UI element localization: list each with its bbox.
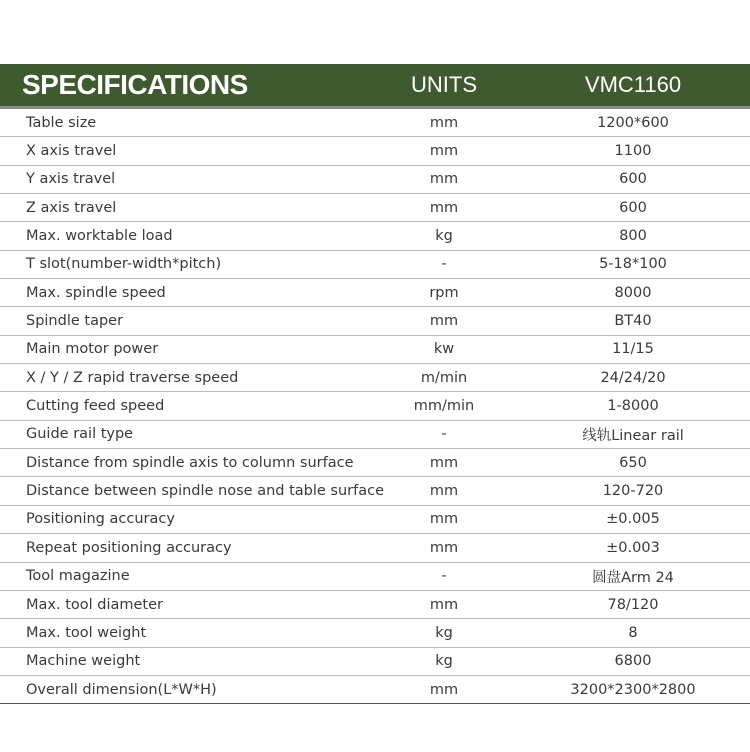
spec-value: 5-18*100 — [599, 256, 667, 273]
spec-name: Overall dimension(L*W*H) — [26, 681, 217, 698]
spec-value: 1100 — [614, 143, 652, 160]
table-row — [0, 109, 750, 137]
table-row — [0, 307, 750, 335]
spec-unit: mm — [429, 681, 459, 698]
header-model: VMC1160 — [584, 72, 682, 97]
table-header — [0, 64, 750, 106]
table-row — [0, 137, 750, 165]
spec-table — [0, 64, 750, 704]
spec-name: Cutting feed speed — [26, 398, 165, 415]
spec-value: 24/24/20 — [600, 369, 666, 386]
spec-name: Distance between spindle nose and table surface — [26, 483, 385, 500]
spec-unit: - — [441, 426, 447, 443]
spec-unit: mm — [429, 539, 459, 556]
spec-name: Z axis travel — [26, 199, 117, 216]
spec-unit: mm — [429, 596, 459, 613]
spec-name: Main motor power — [26, 341, 159, 358]
spec-unit: kg — [435, 624, 453, 641]
spec-name: Table size — [26, 114, 97, 131]
table-row — [0, 251, 750, 279]
spec-name: Distance from spindle axis to column surface — [26, 454, 354, 471]
spec-unit: mm — [429, 454, 459, 471]
spec-value: 120-720 — [602, 483, 664, 500]
spec-unit: kg — [435, 228, 453, 245]
table-row — [0, 364, 750, 392]
spec-value: ±0.003 — [606, 539, 660, 556]
table-row — [0, 392, 750, 420]
header-specifications: SPECIFICATIONS — [22, 69, 248, 100]
spec-value: 1-8000 — [607, 398, 659, 415]
spec-value: ±0.005 — [606, 511, 660, 528]
spec-name: Positioning accuracy — [26, 511, 175, 528]
spec-unit: mm — [429, 313, 459, 330]
table-row — [0, 279, 750, 307]
table-row — [0, 676, 750, 704]
table-row — [0, 336, 750, 364]
spec-unit: mm — [429, 171, 459, 188]
spec-value: 8000 — [614, 284, 652, 301]
spec-unit: kg — [435, 653, 453, 670]
spec-value: 650 — [619, 454, 647, 471]
spec-name: X / Y / Z rapid traverse speed — [26, 369, 239, 386]
spec-name: Max. spindle speed — [26, 284, 166, 301]
table-row — [0, 591, 750, 619]
spec-value: BT40 — [614, 313, 652, 330]
spec-value: 线轨Linear rail — [582, 427, 684, 444]
table-row — [0, 166, 750, 194]
table-row — [0, 477, 750, 505]
spec-name: Y axis travel — [26, 171, 116, 188]
spec-name: Max. tool weight — [26, 624, 147, 641]
spec-value: 圆盘Arm 24 — [592, 569, 674, 586]
table-row — [0, 619, 750, 647]
table-row — [0, 449, 750, 477]
spec-value: 3200*2300*2800 — [570, 681, 696, 698]
spec-name: Max. worktable load — [26, 228, 173, 245]
spec-name: Max. tool diameter — [26, 596, 163, 613]
table-row — [0, 506, 750, 534]
spec-unit: mm — [429, 199, 459, 216]
spec-unit: mm/min — [413, 398, 475, 415]
spec-value: 600 — [619, 199, 647, 216]
spec-value: 6800 — [614, 653, 652, 670]
spec-name: Spindle taper — [26, 313, 124, 330]
spec-name: X axis travel — [26, 143, 117, 160]
spec-name: Guide rail type — [26, 426, 134, 443]
header-units: UNITS — [411, 72, 477, 97]
spec-value: 78/120 — [607, 596, 659, 613]
spec-unit: kw — [433, 341, 455, 358]
spec-name: T slot(number-width*pitch) — [26, 256, 222, 273]
spec-unit: rpm — [429, 284, 459, 301]
spec-unit: m/min — [420, 369, 468, 386]
table-row — [0, 648, 750, 676]
spec-value: 1200*600 — [597, 114, 669, 131]
spec-value: 600 — [619, 171, 647, 188]
spec-name: Repeat positioning accuracy — [26, 539, 232, 556]
spec-unit: mm — [429, 511, 459, 528]
table-row — [0, 222, 750, 250]
table-body — [0, 106, 750, 704]
spec-name: Tool magazine — [26, 568, 130, 585]
spec-unit: mm — [429, 143, 459, 160]
spec-unit: mm — [429, 114, 459, 131]
table-row — [0, 194, 750, 222]
spec-unit: mm — [429, 483, 459, 500]
spec-value: 8 — [628, 624, 638, 641]
table-row — [0, 534, 750, 562]
spec-value: 11/15 — [612, 341, 654, 358]
spec-value: 800 — [619, 228, 647, 245]
table-row — [0, 563, 750, 591]
spec-name: Machine weight — [26, 653, 141, 670]
spec-unit: - — [441, 256, 447, 273]
spec-unit: - — [441, 568, 447, 585]
table-row — [0, 421, 750, 449]
